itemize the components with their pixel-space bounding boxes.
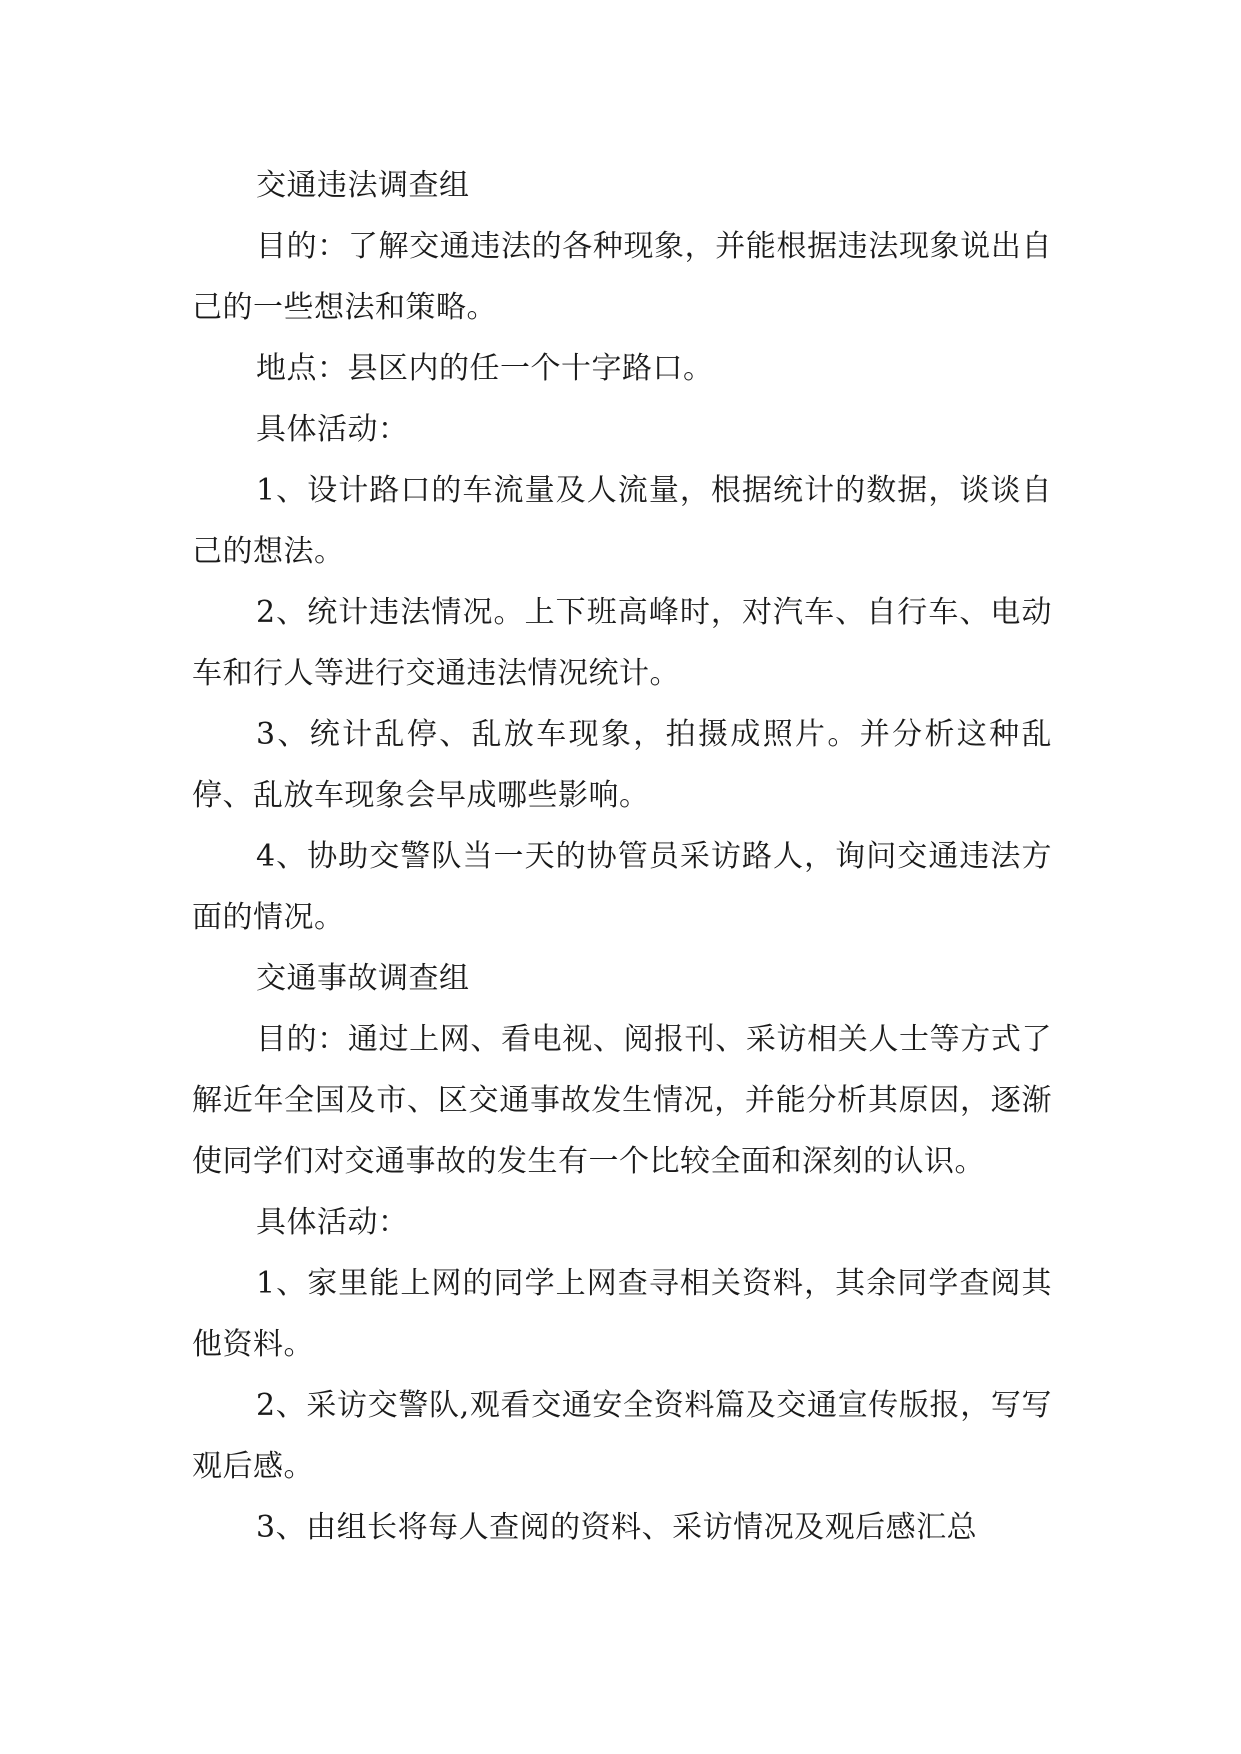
activities-heading: 具体活动： — [256, 1205, 409, 1240]
section-heading-accident-group: 交通事故调查组 — [256, 961, 470, 996]
purpose-paragraph: 目的：通过上网、看电视、阅报刊、采访相关人士等方式了解近年全国及市、区交通事故发生情况，并能分析其原因，逐渐使同学们对交通事故的发生有一个比较全面和深刻的认识。 — [192, 1022, 1052, 1179]
activity-item: 4、协助交警队当一天的协管员采访路人，询问交通违法方面的情况。 — [192, 839, 1052, 935]
purpose-paragraph: 目的：了解交通违法的各种现象，并能根据违法现象说出自己的一些想法和策略。 — [192, 229, 1052, 325]
section-heading-violation-group: 交通违法调查组 — [256, 168, 470, 203]
location-paragraph: 地点：县区内的任一个十字路口。 — [256, 351, 714, 386]
activities-heading: 具体活动： — [256, 412, 409, 447]
activity-item: 3、统计乱停、乱放车现象，拍摄成照片。并分析这种乱停、乱放车现象会早成哪些影响。 — [192, 717, 1052, 813]
activity-item: 2、采访交警队,观看交通安全资料篇及交通宣传版报，写写观后感。 — [192, 1388, 1052, 1484]
document-body — [192, 155, 1052, 1558]
activity-item: 1、设计路口的车流量及人流量，根据统计的数据，谈谈自己的想法。 — [192, 473, 1052, 569]
activity-item: 1、家里能上网的同学上网查寻相关资料，其余同学查阅其他资料。 — [192, 1266, 1052, 1362]
activity-item: 2、统计违法情况。上下班高峰时，对汽车、自行车、电动车和行人等进行交通违法情况统计。 — [192, 595, 1052, 691]
activity-item: 3、由组长将每人查阅的资料、采访情况及观后感汇总 — [256, 1510, 978, 1545]
